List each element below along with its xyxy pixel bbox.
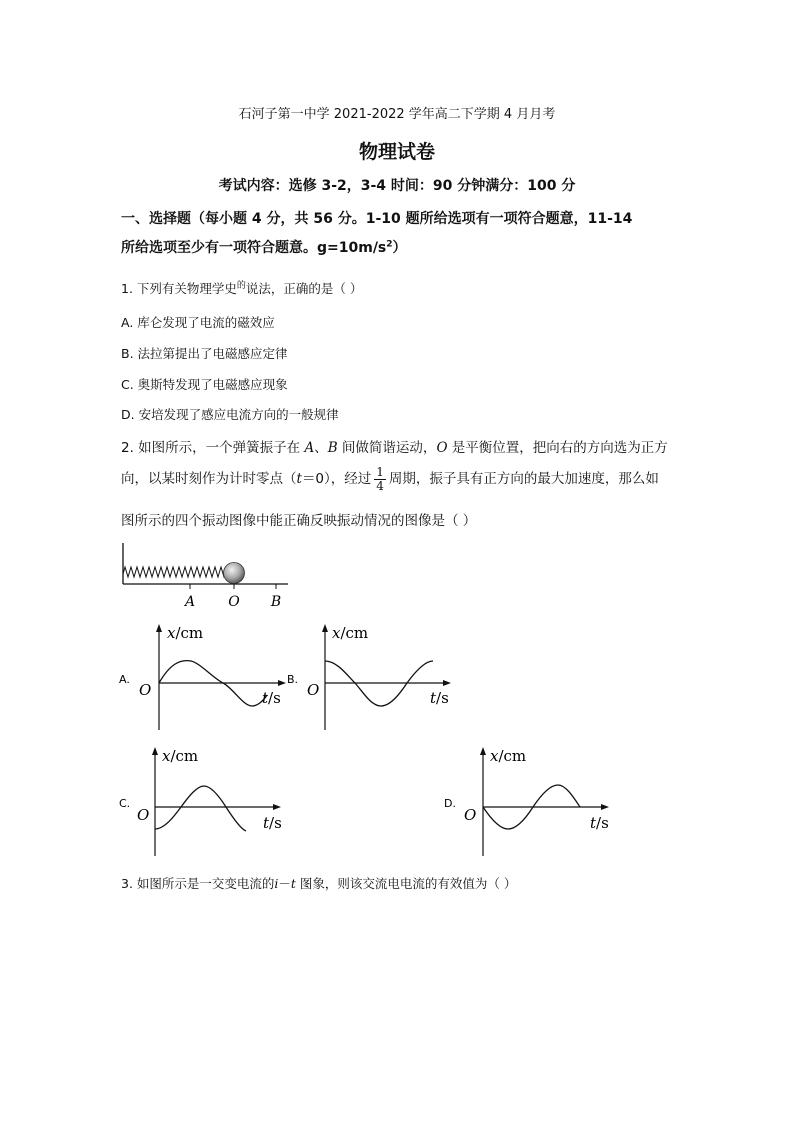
q1-option-b: B. 法拉第提出了电磁感应定律 bbox=[121, 346, 288, 361]
label-a: A bbox=[184, 594, 196, 610]
graph-d-label: D. bbox=[444, 797, 456, 810]
section-heading-end: ） bbox=[392, 240, 407, 256]
x-axis-arrow bbox=[273, 804, 281, 810]
fraction-denominator: 4 bbox=[376, 478, 384, 493]
q1-option-a: A. 库仑发现了电流的磁效应 bbox=[121, 315, 275, 330]
negative-cosine-curve bbox=[155, 786, 246, 831]
spring-coil bbox=[123, 567, 227, 577]
x-axis-label: t/s bbox=[263, 814, 282, 832]
origin-label: O bbox=[137, 806, 150, 824]
graph-c-label: C. bbox=[119, 797, 131, 810]
q1-stem-part2: 说法，正确的是（ ） bbox=[245, 281, 363, 297]
y-axis-arrow bbox=[480, 747, 486, 755]
label-b: B bbox=[270, 594, 282, 610]
q2-text: 2. 如图所示，一个弹簧振子在 bbox=[121, 440, 305, 456]
q2-point-o: O bbox=[436, 440, 448, 456]
q3-var-i: i bbox=[274, 876, 279, 891]
graph-a-label: A. bbox=[119, 673, 130, 686]
graph-option-d bbox=[440, 743, 620, 858]
q2-text: 是平衡位置，把向右的方向选为正方 bbox=[447, 440, 668, 456]
q1-stem-part: 1. 下列有关物理学史 bbox=[121, 281, 237, 297]
y-axis-arrow bbox=[322, 624, 328, 632]
spring-oscillator-figure bbox=[118, 540, 298, 615]
q2-text: ＝0），经过 bbox=[301, 471, 372, 488]
q2-text: 、 bbox=[314, 440, 328, 456]
y-axis-label: x/cm bbox=[167, 624, 204, 642]
q1-option-c: C. 奥斯特发现了电磁感应现象 bbox=[121, 377, 288, 392]
question-2-line1 bbox=[121, 436, 668, 456]
graph-option-a bbox=[115, 620, 295, 732]
x-axis-label: t/s bbox=[262, 689, 281, 707]
question-3-stem bbox=[121, 874, 516, 892]
section-heading-text: 所给选项至少有一项符合题意。g=10m/s bbox=[121, 240, 387, 256]
x-axis-arrow bbox=[443, 680, 451, 686]
section-heading-line2 bbox=[121, 237, 407, 257]
section-heading-sup: 2 bbox=[386, 239, 393, 250]
quarter-fraction bbox=[374, 466, 386, 492]
q2-var-t: t bbox=[296, 471, 302, 488]
graph-option-b bbox=[285, 620, 465, 732]
label-o: O bbox=[228, 594, 240, 610]
fraction-numerator: 1 bbox=[376, 465, 384, 479]
origin-label: O bbox=[464, 806, 477, 824]
q2-point-b: B bbox=[327, 440, 338, 456]
exam-info: 考试内容：选修 3-2，3-4 时间：90 分钟满分：100 分 bbox=[218, 178, 576, 194]
origin-label: O bbox=[139, 681, 152, 699]
origin-label: O bbox=[307, 681, 320, 699]
question-1-stem bbox=[121, 278, 362, 297]
q3-var-t: t bbox=[290, 876, 296, 891]
x-axis-arrow bbox=[601, 804, 609, 810]
x-axis-label: t/s bbox=[590, 814, 609, 832]
q1-stem-sup: 的 bbox=[236, 281, 246, 291]
question-2-line2 bbox=[121, 466, 659, 492]
paper-title: 物理试卷 bbox=[358, 141, 435, 163]
oscillator-ball bbox=[224, 563, 245, 584]
y-axis-label: x/cm bbox=[490, 747, 527, 765]
q2-point-a: A bbox=[304, 440, 315, 456]
question-2-line3: 图所示的四个振动图像中能正确反映振动情况的图像是（ ） bbox=[121, 513, 477, 529]
y-axis-arrow bbox=[156, 624, 162, 632]
graph-b-label: B. bbox=[287, 673, 299, 686]
x-axis-label: t/s bbox=[430, 689, 449, 707]
q1-option-d: D. 安培发现了感应电流方向的一般规律 bbox=[121, 407, 339, 422]
y-axis-label: x/cm bbox=[162, 747, 199, 765]
y-axis-label: x/cm bbox=[332, 624, 369, 642]
q2-text: 间做简谐运动， bbox=[337, 440, 437, 456]
y-axis-arrow bbox=[152, 747, 158, 755]
q3-dash: － bbox=[278, 876, 291, 891]
q3-text: 3. 如图所示是一交变电流的 bbox=[121, 876, 275, 891]
graph-option-c bbox=[115, 743, 295, 858]
q2-text: 周期，振子具有正方向的最大加速度，那么如 bbox=[388, 471, 659, 488]
section-heading-line1: 一、选择题（每小题 4 分，共 56 分。1-10 题所给选项有一项符合题意，11-14 bbox=[121, 211, 633, 227]
q3-text: 图象，则该交流电电流的有效值为（ ） bbox=[295, 876, 517, 891]
q2-text: 向，以某时刻作为计时零点（ bbox=[121, 471, 297, 488]
school-line: 石河子第一中学 2021-2022 学年高二下学期 4 月月考 bbox=[238, 107, 556, 122]
